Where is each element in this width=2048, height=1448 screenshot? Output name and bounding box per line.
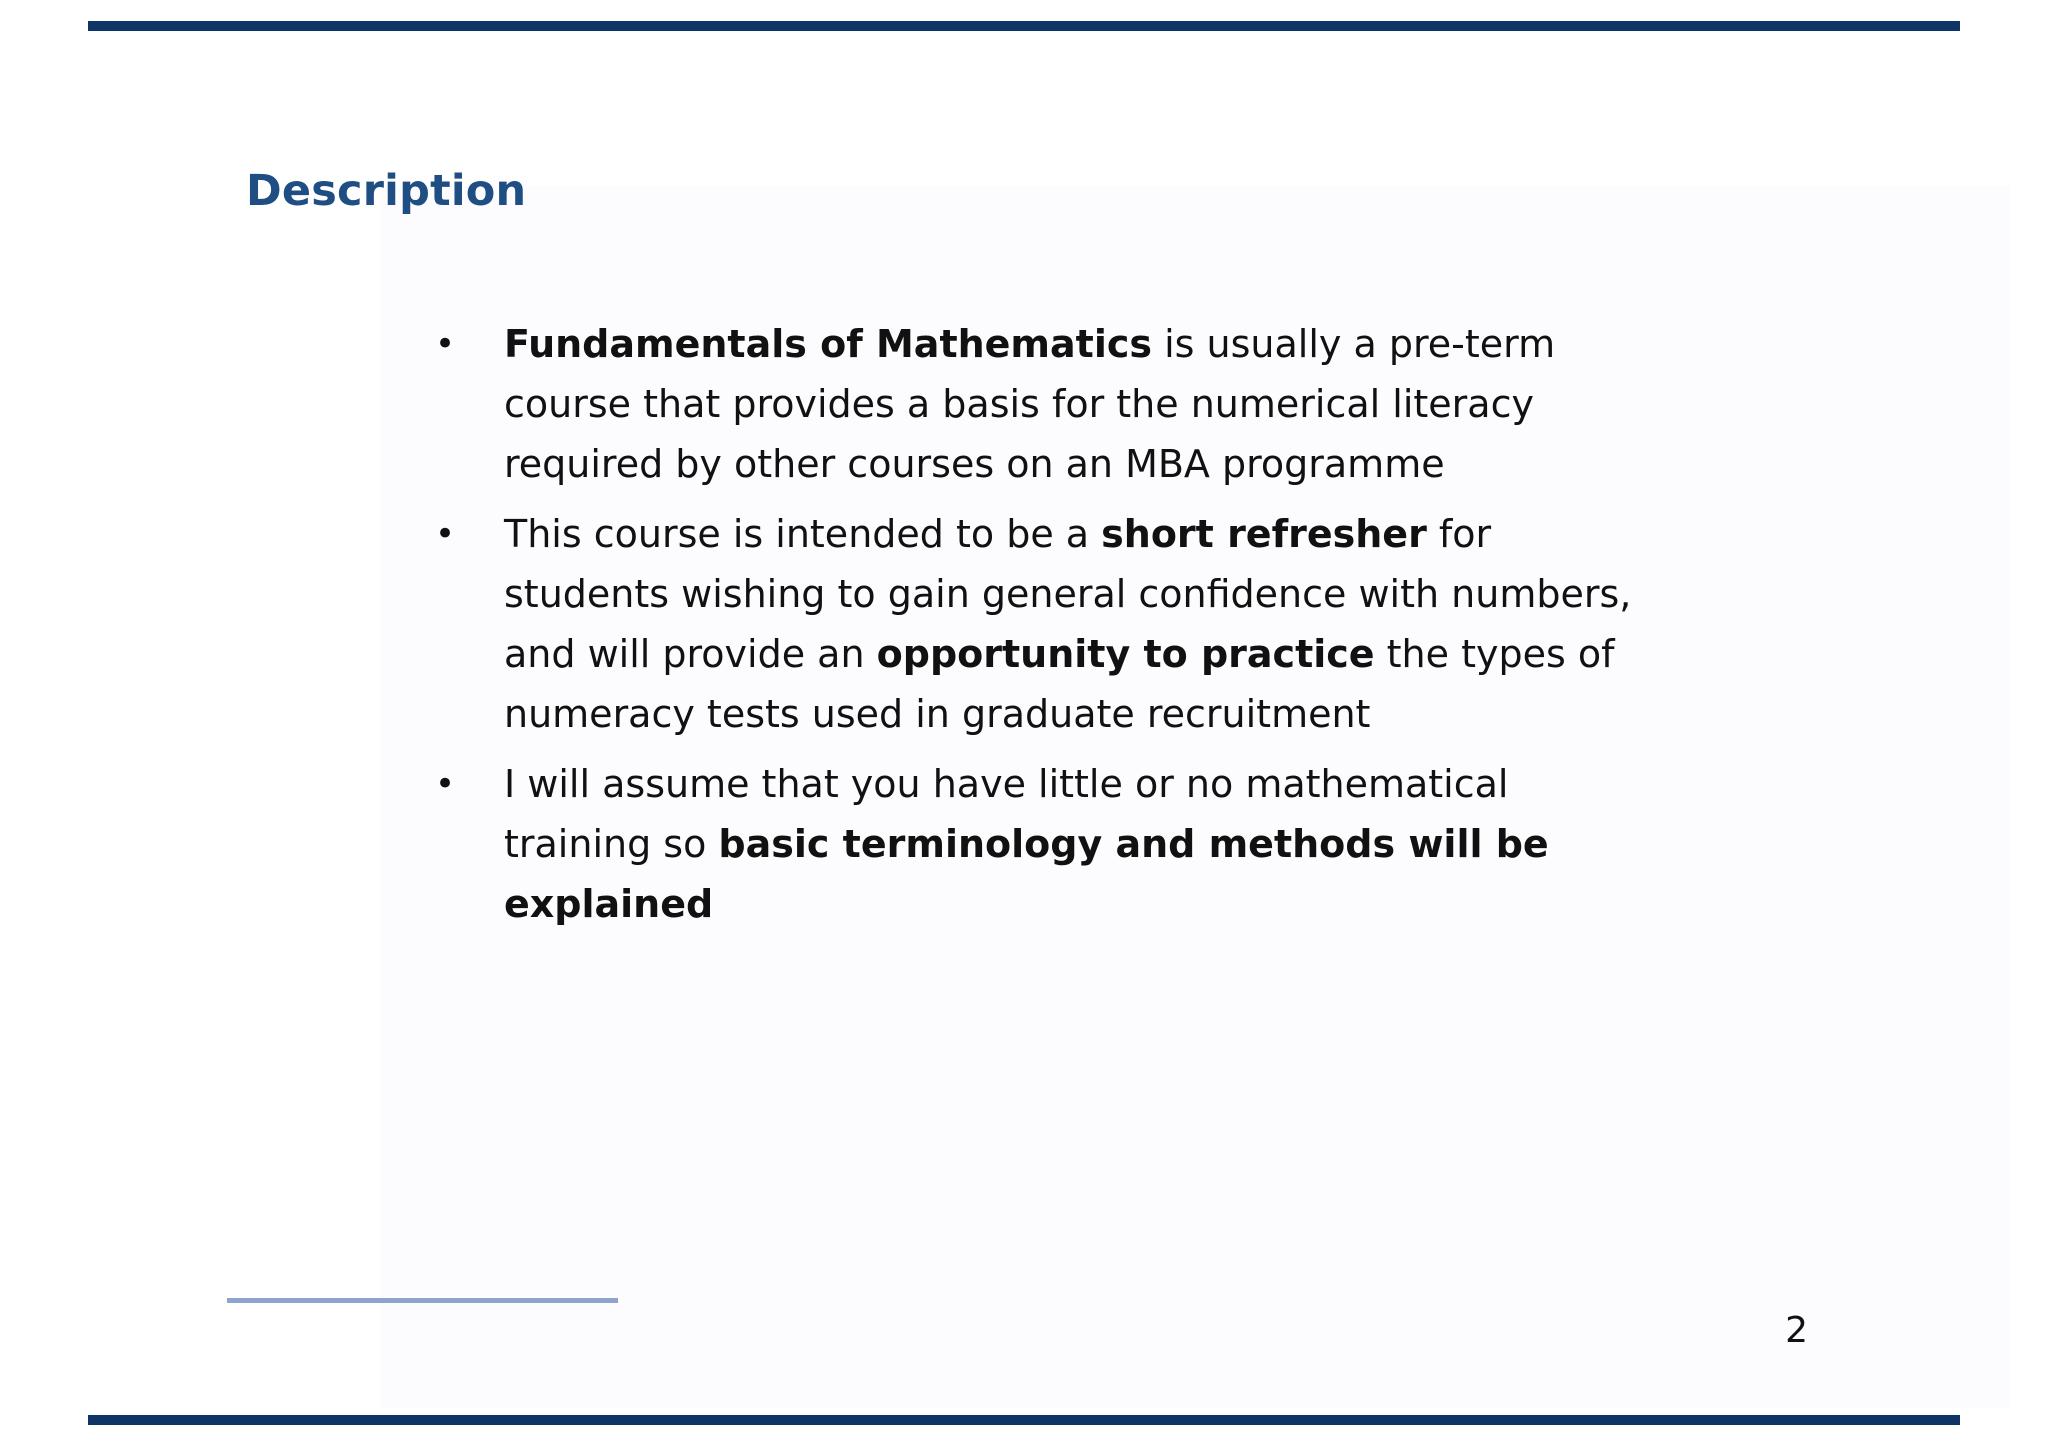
bullet-list: [435, 314, 1655, 944]
slide-heading: Description: [246, 166, 527, 216]
bold-phrase: Fundamentals of Mathematics: [504, 322, 1153, 366]
bullet-item-1: [435, 314, 1655, 494]
bullet-item-2: [435, 504, 1655, 744]
bullet-text: is usually a pre-term course that provides a basis for the numerical literacy required by other courses on an MBA programme: [504, 322, 1556, 486]
bullet-text: the types of numeracy tests used in graduate recruitment: [504, 632, 1615, 736]
bold-phrase: short refresher: [1101, 512, 1427, 556]
top-rule: [88, 21, 1960, 31]
bold-phrase: basic terminology and methods will be explained: [504, 822, 1549, 926]
bullet-dot: •: [435, 764, 456, 804]
bullet-dot: •: [435, 514, 456, 554]
bullet-text: This course is intended to be a: [504, 512, 1102, 556]
bottom-rule: [88, 1415, 1960, 1425]
bullet-text: I will assume that you have little or no mathematical training so: [504, 762, 1509, 866]
page-number: 2: [1785, 1310, 1808, 1351]
footer-accent-line: [227, 1298, 618, 1303]
bullet-text: for students wishing to gain general confidence with numbers, and will provide an: [504, 512, 1632, 676]
bullet-dot: •: [435, 324, 456, 364]
bullet-item-3: [435, 754, 1655, 934]
bold-phrase: opportunity to practice: [876, 632, 1375, 676]
